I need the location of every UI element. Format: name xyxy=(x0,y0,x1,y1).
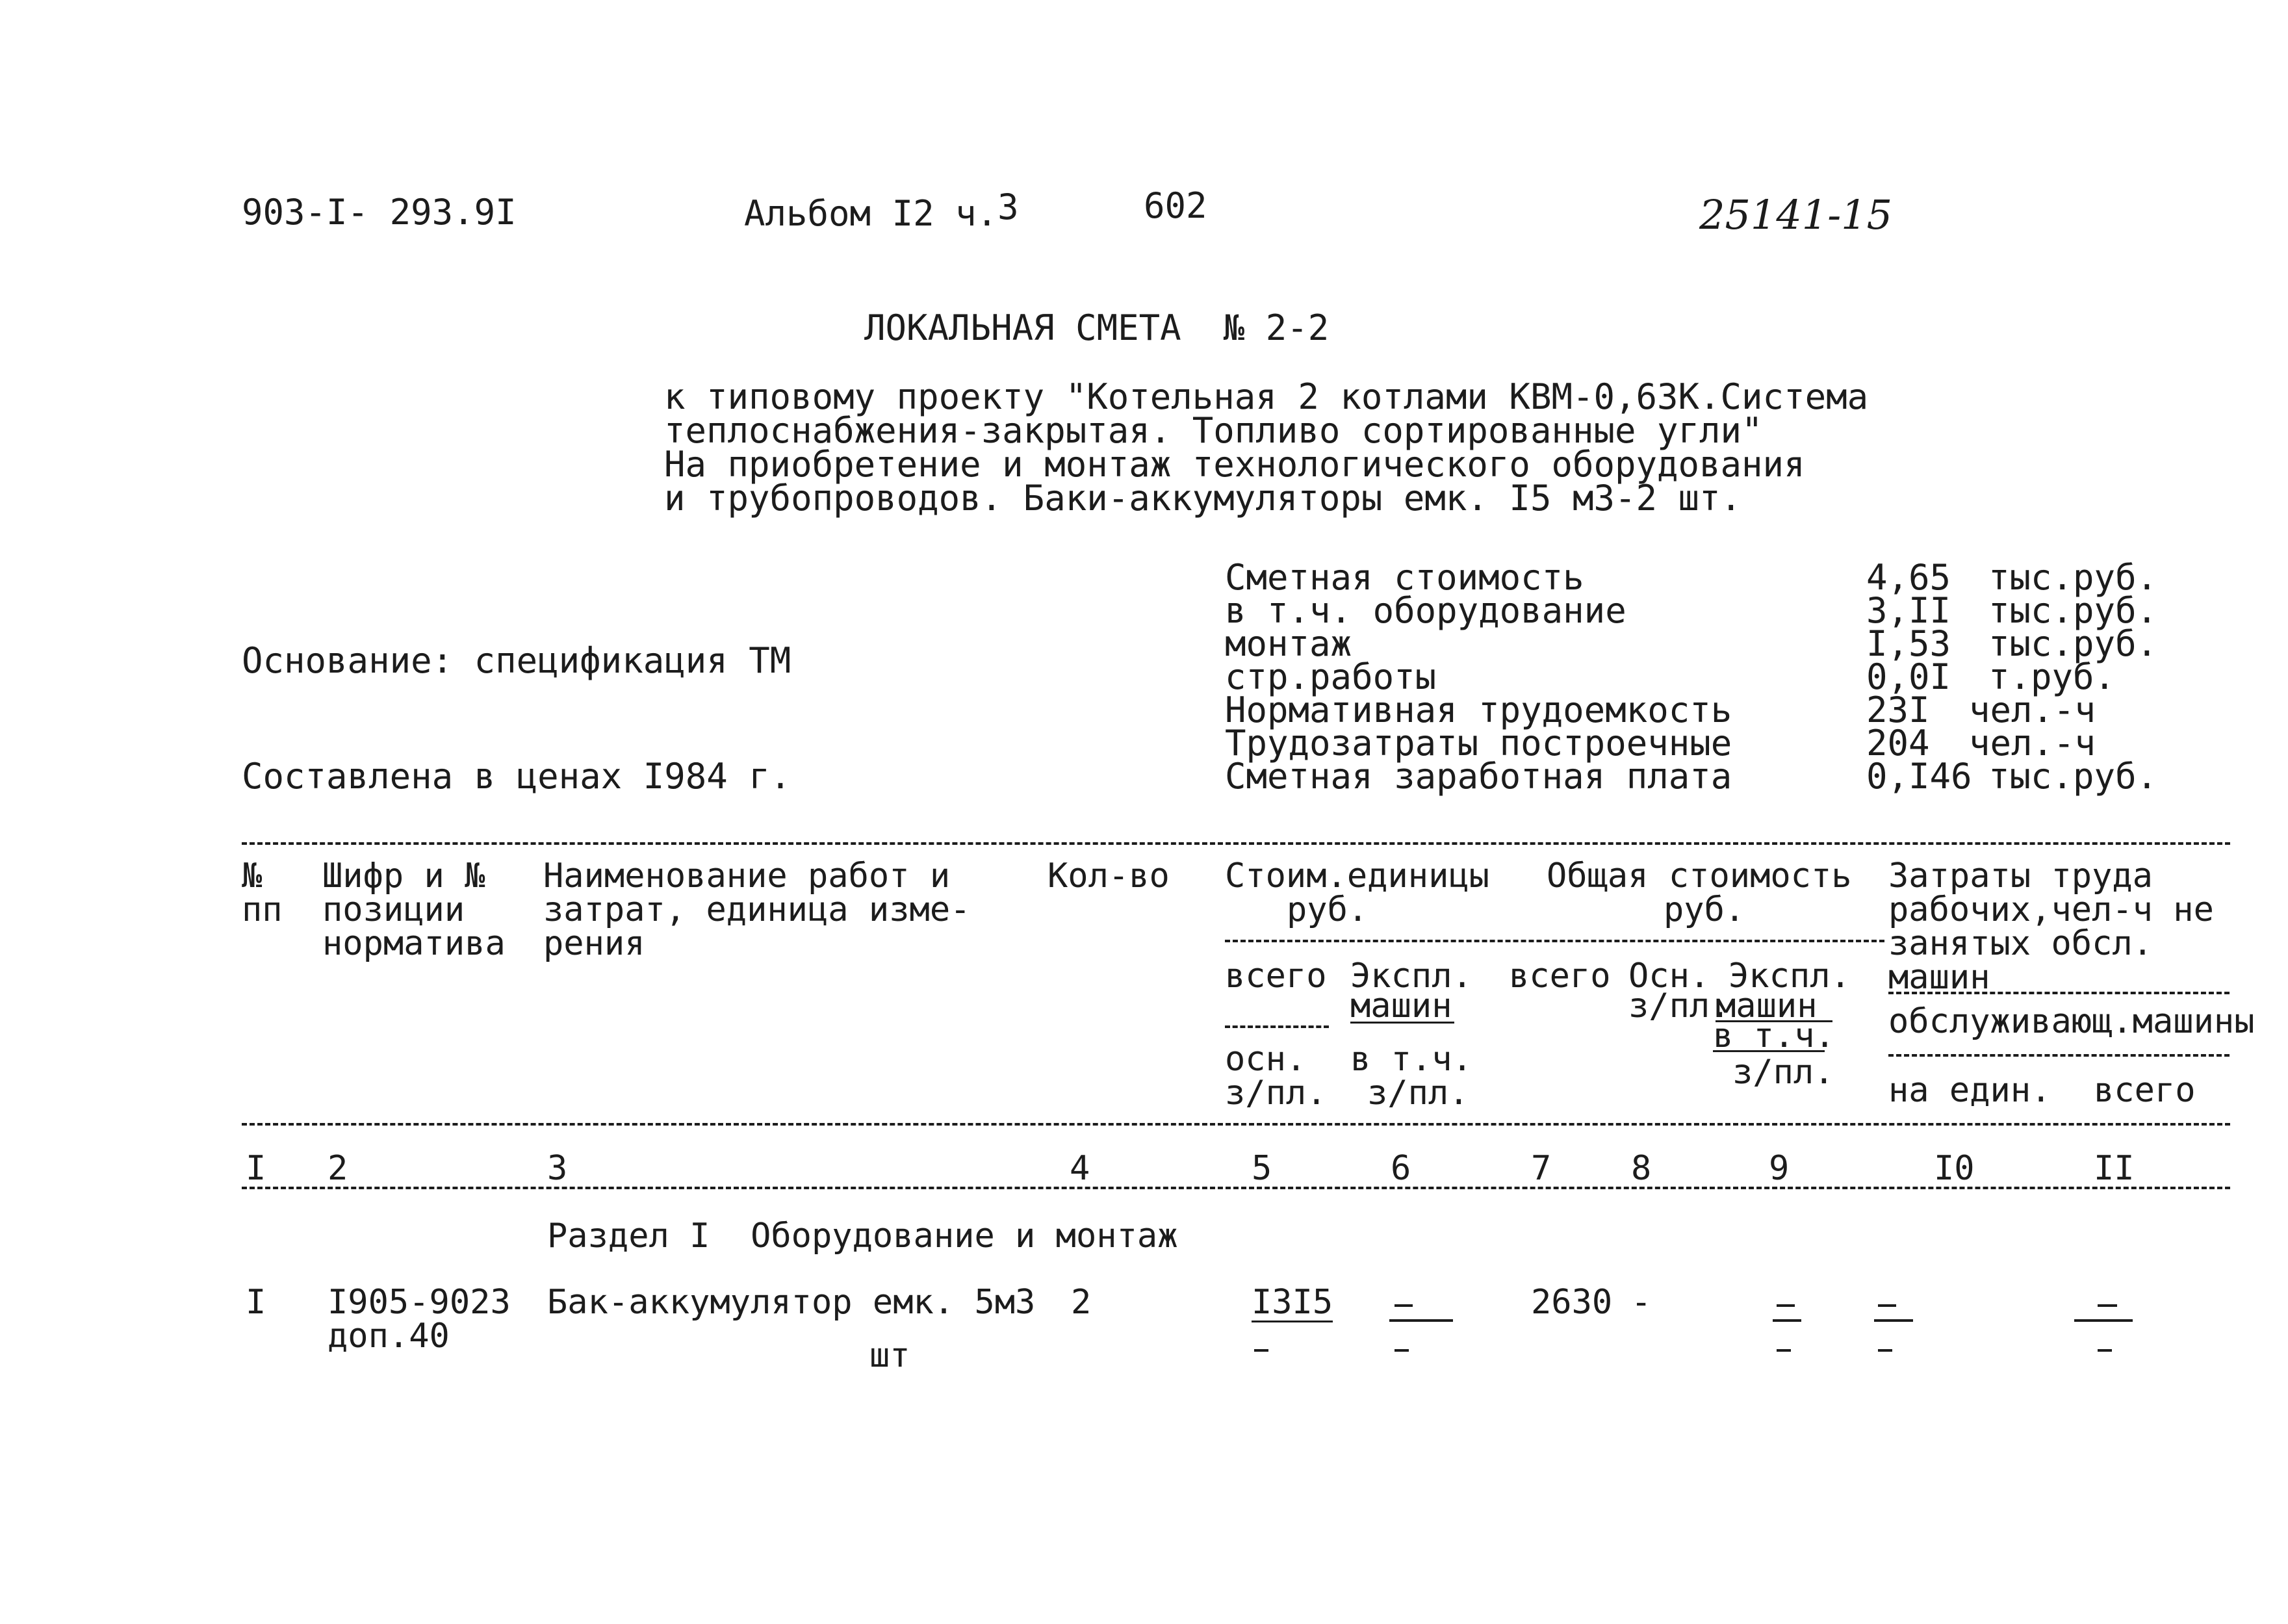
labor-rule-2 xyxy=(1888,1054,2230,1057)
album-label xyxy=(744,187,1019,234)
col-total-cost-header: Общая стоимость xyxy=(1547,857,1852,896)
col-name-header: затрат, единица изме- xyxy=(543,890,971,929)
uc-expl-rule xyxy=(1350,1022,1454,1024)
column-number: 2 xyxy=(328,1149,348,1188)
column-number: I xyxy=(246,1149,266,1188)
column-number: 6 xyxy=(1391,1149,1411,1188)
row-uc-expl-rule xyxy=(1389,1319,1453,1322)
col-code-header: позиции xyxy=(322,890,465,929)
subtitle-line: к типовому проекту "Котельная 2 котлами КВМ-0,63К.Система xyxy=(664,376,1869,417)
summary-value: 0,I46 xyxy=(1866,756,1972,797)
prices-year-text: Составлена в ценах I984 г. xyxy=(242,756,791,797)
column-numbers-rule xyxy=(242,1187,2230,1189)
col-labor-header: занятых обсл. xyxy=(1888,924,2153,963)
col-code-header: Шифр и № xyxy=(322,857,485,896)
uc-expl-header: Экспл. xyxy=(1350,957,1472,996)
summary-unit: тыс.руб. xyxy=(1988,590,2158,631)
col-labor-header: машин xyxy=(1888,958,1990,997)
album-text: Альбом I2 ч. xyxy=(744,193,998,234)
uc-total-header: всего xyxy=(1225,957,1327,996)
summary-label: монтаж xyxy=(1225,623,1352,664)
row-uc-expl-dash xyxy=(1395,1304,1413,1307)
row-labor-unit-dash-2 xyxy=(1878,1349,1892,1352)
page-number: 602 xyxy=(1144,185,1207,226)
row-labor-unit-rule xyxy=(1874,1319,1913,1322)
section-heading: Раздел I Оборудование и монтаж xyxy=(547,1217,1178,1256)
row-labor-unit-dash xyxy=(1878,1304,1896,1307)
summary-label: Сметная заработная плата xyxy=(1225,756,1732,797)
subtitle-line: На приобретение и монтаж технологического оборудования xyxy=(664,444,1805,485)
project-code: 903-I- 293.9I xyxy=(242,192,517,233)
col-unit-cost-header: руб. xyxy=(1287,890,1369,929)
summary-unit: чел.-ч xyxy=(1969,723,2096,764)
summary-value: 4,65 xyxy=(1866,557,1951,598)
tc-total-header: всего xyxy=(1509,957,1611,996)
row-unit: шт xyxy=(869,1336,910,1375)
subtitle-line: теплоснабжения-закрытая. Топливо сортированные угли" xyxy=(664,410,1763,451)
tc-expl-header: в т.ч. xyxy=(1713,1016,1835,1055)
column-number: II xyxy=(2094,1149,2135,1188)
subtitle-line: и трубопроводов. Баки-аккумуляторы емк. I5 м3-2 шт. xyxy=(664,478,1742,519)
summary-unit: чел.-ч xyxy=(1969,690,2096,730)
row-tc-expl-dash xyxy=(1777,1304,1795,1307)
uc-vtch-header: в т.ч. xyxy=(1350,1040,1472,1079)
column-number: 4 xyxy=(1070,1149,1090,1188)
row-name: Бак-аккумулятор емк. 5м3 xyxy=(547,1283,1036,1322)
uc-osn-header: з/пл. xyxy=(1225,1074,1327,1113)
tc-osn-header: з/пл. xyxy=(1628,986,1730,1025)
album-part: 3 xyxy=(997,187,1019,227)
row-labor-total-dash-2 xyxy=(2098,1349,2112,1352)
uc-total-rule xyxy=(1225,1025,1329,1028)
tc-vtch-rule xyxy=(1713,1050,1825,1052)
summary-value: 204 xyxy=(1866,723,1930,764)
col-name-header: Наименование работ и xyxy=(543,857,951,896)
summary-unit: тыс.руб. xyxy=(1988,623,2158,664)
col-code-header: норматива xyxy=(322,924,506,963)
column-number: 3 xyxy=(547,1149,568,1188)
row-qty: 2 xyxy=(1071,1283,1092,1322)
summary-value: 0,0I xyxy=(1866,656,1951,697)
row-tc-osn: - xyxy=(1631,1283,1652,1322)
summary-unit: т.руб. xyxy=(1988,656,2116,697)
summary-label: Нормативная трудоемкость xyxy=(1225,690,1732,730)
col-num-header: пп xyxy=(242,890,283,929)
document-title: ЛОКАЛЬНАЯ СМЕТА № 2-2 xyxy=(864,307,1330,348)
tc-osn-header: Осн. xyxy=(1628,957,1710,996)
uc-vtch-header: з/пл. xyxy=(1367,1074,1469,1113)
row-labor-total-rule xyxy=(2074,1319,2133,1322)
column-number: 5 xyxy=(1252,1149,1272,1188)
row-unit-cost-osn xyxy=(1254,1349,1268,1352)
labor-total-header: всего xyxy=(2094,1071,2196,1110)
inventory-number: 25141-15 xyxy=(1699,191,1893,238)
row-total-cost: 2630 xyxy=(1531,1283,1613,1322)
uc-osn-header: осн. xyxy=(1225,1040,1307,1079)
row-tc-expl-rule xyxy=(1773,1319,1801,1322)
col-qty-header: Кол-во xyxy=(1048,857,1170,896)
cost-header-rule xyxy=(1225,940,1884,942)
summary-label: Сметная стоимость xyxy=(1225,557,1584,598)
col-labor-header: Затраты труда xyxy=(1888,857,2153,896)
col-unit-cost-header: Стоим.единицы xyxy=(1225,857,1489,896)
tc-expl-header: Экспл. xyxy=(1729,957,1851,996)
uc-expl-header: машин xyxy=(1350,986,1452,1025)
col-total-cost-header: руб. xyxy=(1664,890,1745,929)
summary-value: I,53 xyxy=(1866,623,1951,664)
tc-expl-header: машин xyxy=(1716,986,1818,1025)
basis-text: Основание: спецификация ТМ xyxy=(242,640,791,681)
column-number: I0 xyxy=(1934,1149,1975,1188)
row-uc-vtch-dash xyxy=(1395,1349,1409,1352)
column-number: 8 xyxy=(1631,1149,1652,1188)
row-code: доп.40 xyxy=(328,1317,450,1356)
row-code: I905-9023 xyxy=(328,1283,511,1322)
table-header-rule xyxy=(242,1123,2230,1126)
summary-value: 23I xyxy=(1866,690,1930,730)
row-labor-total-dash xyxy=(2098,1304,2117,1307)
column-number: 7 xyxy=(1531,1149,1552,1188)
labor-rule-1 xyxy=(1888,992,2230,994)
summary-value: 3,II xyxy=(1866,590,1951,631)
summary-label: Трудозатраты построечные xyxy=(1225,723,1732,764)
tc-expl-header: з/пл. xyxy=(1732,1053,1834,1092)
summary-unit: тыс.руб. xyxy=(1988,557,2158,598)
row-number: I xyxy=(246,1283,266,1322)
summary-label: в т.ч. оборудование xyxy=(1225,590,1626,631)
col-name-header: рения xyxy=(543,924,645,963)
row-unit-cost: I3I5 xyxy=(1252,1283,1333,1322)
table-top-rule xyxy=(242,842,2230,845)
col-labor-header: рабочих,чел-ч не xyxy=(1888,890,2214,929)
labor-service-header: обслуживающ.машины xyxy=(1888,1002,2255,1041)
col-num-header: № xyxy=(242,857,263,896)
column-number: 9 xyxy=(1769,1149,1790,1188)
row-tc-vtch-dash xyxy=(1777,1349,1791,1352)
summary-unit: тыс.руб. xyxy=(1988,756,2158,797)
labor-unit-header: на един. xyxy=(1888,1071,2051,1110)
summary-label: стр.работы xyxy=(1225,656,1437,697)
